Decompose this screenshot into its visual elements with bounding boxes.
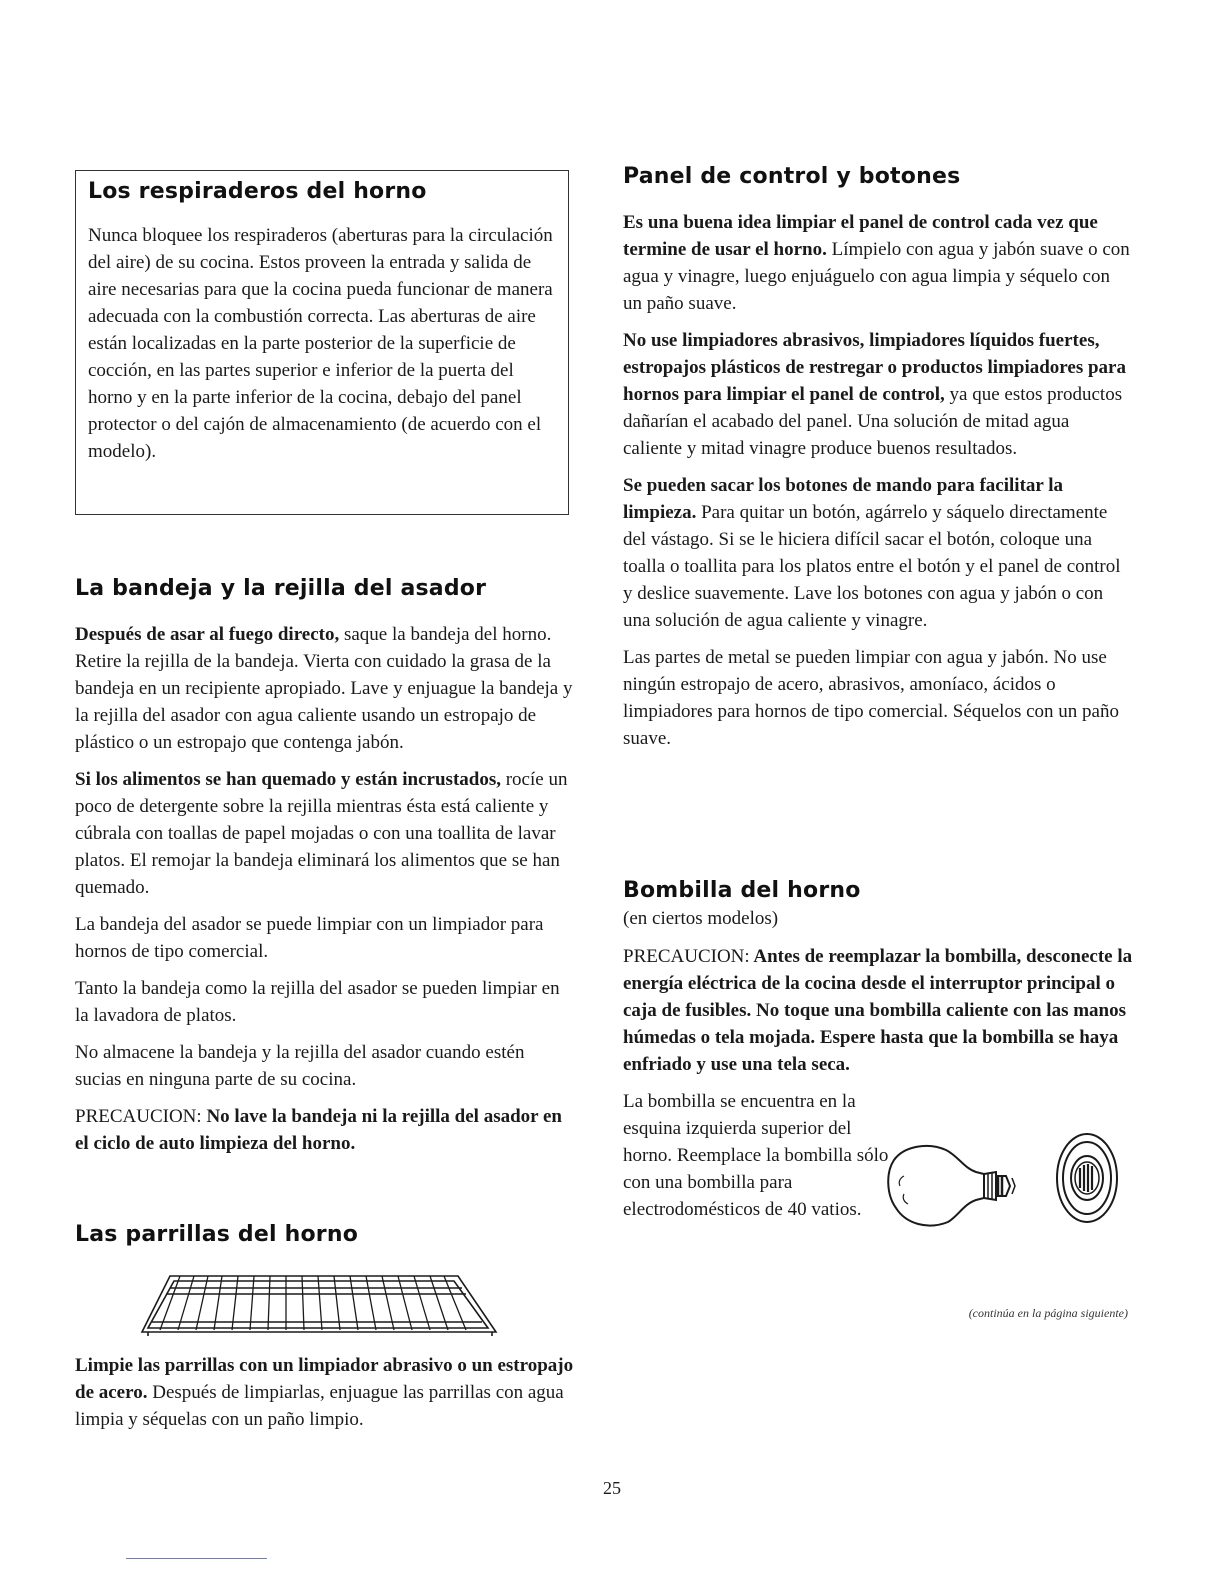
broiler-p2-bold: Si los alimentos se han quemado y están incrustados, — [75, 769, 501, 790]
racks-p1-text: Después de limpiarlas, enjuague las parrillas con agua limpia y séquelas con un paño limpio. — [75, 1382, 564, 1430]
control-paragraph-3 — [623, 472, 1133, 634]
control-paragraph-4: Las partes de metal se pueden limpiar con agua y jabón. No use ningún estropajo de acero, abrasivos, amoníaco, ácidos o limpiadores para hornos de tipo comercial. Séquelos con un paño suave. — [623, 647, 1119, 749]
broiler-paragraph-1 — [75, 621, 575, 756]
control-section — [623, 164, 1133, 762]
bulb-subtitle: (en ciertos modelos) — [623, 908, 779, 929]
broiler-paragraph-3: La bandeja del asador se puede limpiar con un limpiador para hornos de tipo comercial. — [75, 914, 544, 962]
control-paragraph-1 — [623, 209, 1133, 317]
control-p3-text: Para quitar un botón, agárrelo y sáquelo directamente del vástago. Si se le hiciera difícil sacar el botón, coloque una toalla o toallita para los platos entre el botón y el panel de control y deslice suavemente. Lave los botones con agua y jabón o con una solución de agua caliente y vinagre. — [623, 502, 1121, 631]
control-p2-text: ya que estos productos dañarían el acabado del panel. Una solución de mitad agua caliente y mitad vinagre produce buenos resultados. — [623, 384, 1123, 459]
continued-note: (continúa en la página siguiente) — [968, 1306, 1128, 1320]
bulb-caution-lead: PRECAUCION: — [623, 946, 750, 967]
broiler-heading: La bandeja y la rejilla del asador — [75, 576, 487, 601]
page-number: 25 — [603, 1478, 621, 1498]
broiler-section — [75, 576, 575, 1167]
bulb-heading: Bombilla del horno — [623, 878, 861, 903]
broiler-p1-text: saque la bandeja del horno. Retire la rejilla de la bandeja. Vierta con cuidado la grasa de la bandeja en un recipiente apropiado. Lave y enjuague la bandeja y la rejilla del asador con agua caliente usando un estropajo de plástico o un estropajo que contenga jabón. — [75, 624, 573, 753]
light-bulb-icon — [884, 1138, 1034, 1238]
racks-heading: Las parrillas del horno — [75, 1222, 359, 1247]
racks-p1-bold: Limpie las parrillas con un limpiador abrasivo o un estropajo de acero. — [75, 1355, 574, 1403]
control-p1-bold: Es una buena idea limpiar el panel de control cada vez que termine de usar el horno. — [623, 212, 1098, 260]
broiler-caution-lead: PRECAUCION: — [75, 1106, 202, 1127]
racks-paragraph — [75, 1352, 575, 1433]
vents-heading: Los respiraderos del horno — [88, 179, 427, 204]
racks-section — [75, 1222, 575, 1247]
broiler-paragraph-2 — [75, 766, 575, 901]
broiler-paragraph-4: Tanto la bandeja como la rejilla del asador se pueden limpiar en la lavadora de platos. — [75, 978, 560, 1026]
control-heading: Panel de control y botones — [623, 164, 961, 189]
control-p3-bold: Se pueden sacar los botones de mando para facilitar la limpieza. — [623, 475, 1064, 523]
broiler-p2-text: rocíe un poco de detergente sobre la rejilla mientras ésta está caliente y cúbrala con toallas de papel mojadas o con una toallita de lavar platos. El remojar la bandeja eliminará los alimentos que se han quemado. — [75, 769, 568, 898]
racks-body — [75, 1352, 575, 1443]
bulb-caution — [623, 943, 1133, 1078]
control-paragraph-2 — [623, 327, 1133, 462]
bulb-location-text: La bombilla se encuentra en la esquina izquierda superior del horno. Reemplace la bombilla sólo con una bombilla para electrodomésticos de 40 vatios. — [623, 1091, 889, 1220]
control-p2-bold: No use limpiadores abrasivos, limpiadores líquidos fuertes, estropajos plásticos de restregar o productos limpiadores para hornos para limpiar el panel de control, — [623, 330, 1126, 405]
vents-body: Nunca bloquee los respiraderos (aberturas para la circulación del aire) de su cocina. Estos proveen la entrada y salida de aire necesarias para que la cocina pueda funcionar de manera adecuada con la combustión correcta. Las aberturas de aire están localizadas en la parte posterior de la superficie de cocción, en las partes superior e inferior de la puerta del horno y en la parte inferior de la cocina, debajo del panel protector o del cajón de almacenamiento (de acuerdo con el modelo). — [88, 225, 553, 462]
oven-rack-illustration — [140, 1272, 500, 1338]
broiler-p1-bold: Después de asar al fuego directo, — [75, 624, 340, 645]
bulb-caution-text: Antes de reemplazar la bombilla, desconecte la energía eléctrica de la cocina desde el interruptor principal o caja de fusibles. No toque una bombilla caliente con las manos húmedas o tela mojada. Espere hasta que la bombilla se haya enfriado y use una tela seca. — [623, 946, 1133, 1075]
vents-box — [75, 170, 569, 515]
broiler-caution — [75, 1103, 575, 1157]
control-p1-text: Límpielo con agua y jabón suave o con agua y vinagre, luego enjuáguelo con agua limpia y séquelo con un paño suave. — [623, 239, 1130, 314]
broiler-caution-text: No lave la bandeja ni la rejilla del asador en el ciclo de auto limpieza del horno. — [75, 1106, 563, 1154]
footer-rule — [126, 1558, 267, 1559]
broiler-paragraph-5: No almacene la bandeja y la rejilla del asador cuando estén sucias en ninguna parte de su cocina. — [75, 1042, 525, 1090]
bulb-socket-icon — [1052, 1128, 1122, 1228]
